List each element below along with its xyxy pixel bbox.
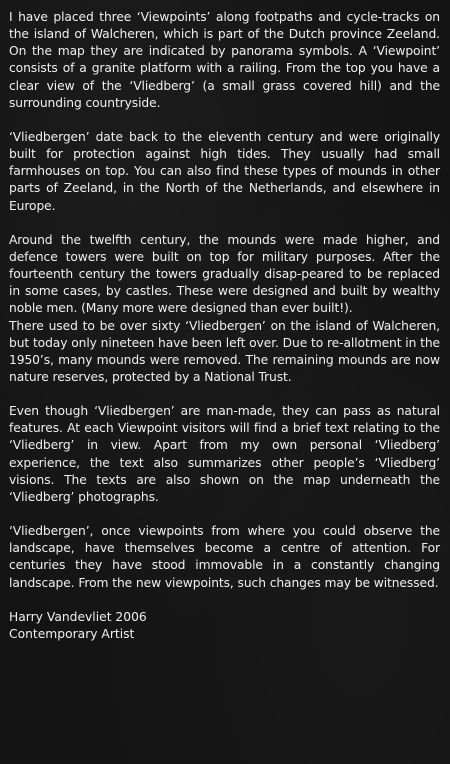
paragraph-viewpoints-intro: I have placed three ‘Viewpoints’ along footpaths and cycle-tracks on the island of Walcheren, which is part of the Dutch province Zeeland. On the map they are indicated by panorama symbols. A ‘Viewpoint’ consists of a granite platform with a railing. From the top you have a clear view of the ‘Vliedberg’ (a small grass covered hill) and the surrounding countryside. <box>9 10 440 110</box>
paragraph-spacer <box>9 215 440 232</box>
paragraph-walcheren-mounds: There used to be over sixty ‘Vliedbergen’ on the island of Walcheren, but today only nineteen have been left over. Due to re-allotment in the 1950’s, many mounds were removed. The remaining mounds are now nature reserves, protected by a National Trust. <box>9 318 440 384</box>
paragraph-spacer <box>9 112 440 129</box>
paragraph-spacer <box>9 506 440 523</box>
paragraph-centre-of-attention: ‘Vliedbergen’, once viewpoints from where you could observe the landscape, have themselves become a centre of attention. For centuries they have stood immovable in a constantly changing landscape. From the new viewpoints, such changes may be witnessed. <box>9 524 440 590</box>
signature-name: Harry Vandevliet 2006 <box>9 609 147 624</box>
paragraph-twelfth-century: Around the twelfth century, the mounds were made higher, and defence towers were built on top for military purposes. After the fourteenth century the towers gradually disap-peared to be replaced in some cases, by castles. These were designed and built by wealthy noble men. (Many more were designed than ever built!). <box>9 232 440 316</box>
paragraph-man-made: Even though ‘Vliedbergen’ are man-made, they can pass as natural features. At each Viewpoint visitors will find a brief text relating to the ‘Vliedberg’ in view. Apart from my own personal ‘Vliedberg’ experience, the text also summarizes other people’s ‘Vliedberg’ visions. The texts are also shown on the map underneath the ‘Vliedberg’ photographs. <box>9 404 440 504</box>
signature-title: Contemporary Artist <box>9 626 135 641</box>
signature-block <box>9 609 440 643</box>
paragraph-spacer <box>9 386 440 403</box>
paragraph-spacer <box>9 592 440 609</box>
paragraph-vliedbergen-origin: ‘Vliedbergen’ date back to the eleventh century and were originally built for protection against high tides. They usually had small farmhouses on top. You can also find these types of mounds in other parts of Zeeland, in the North of the Netherlands, and elsewhere in Europe. <box>9 129 440 213</box>
